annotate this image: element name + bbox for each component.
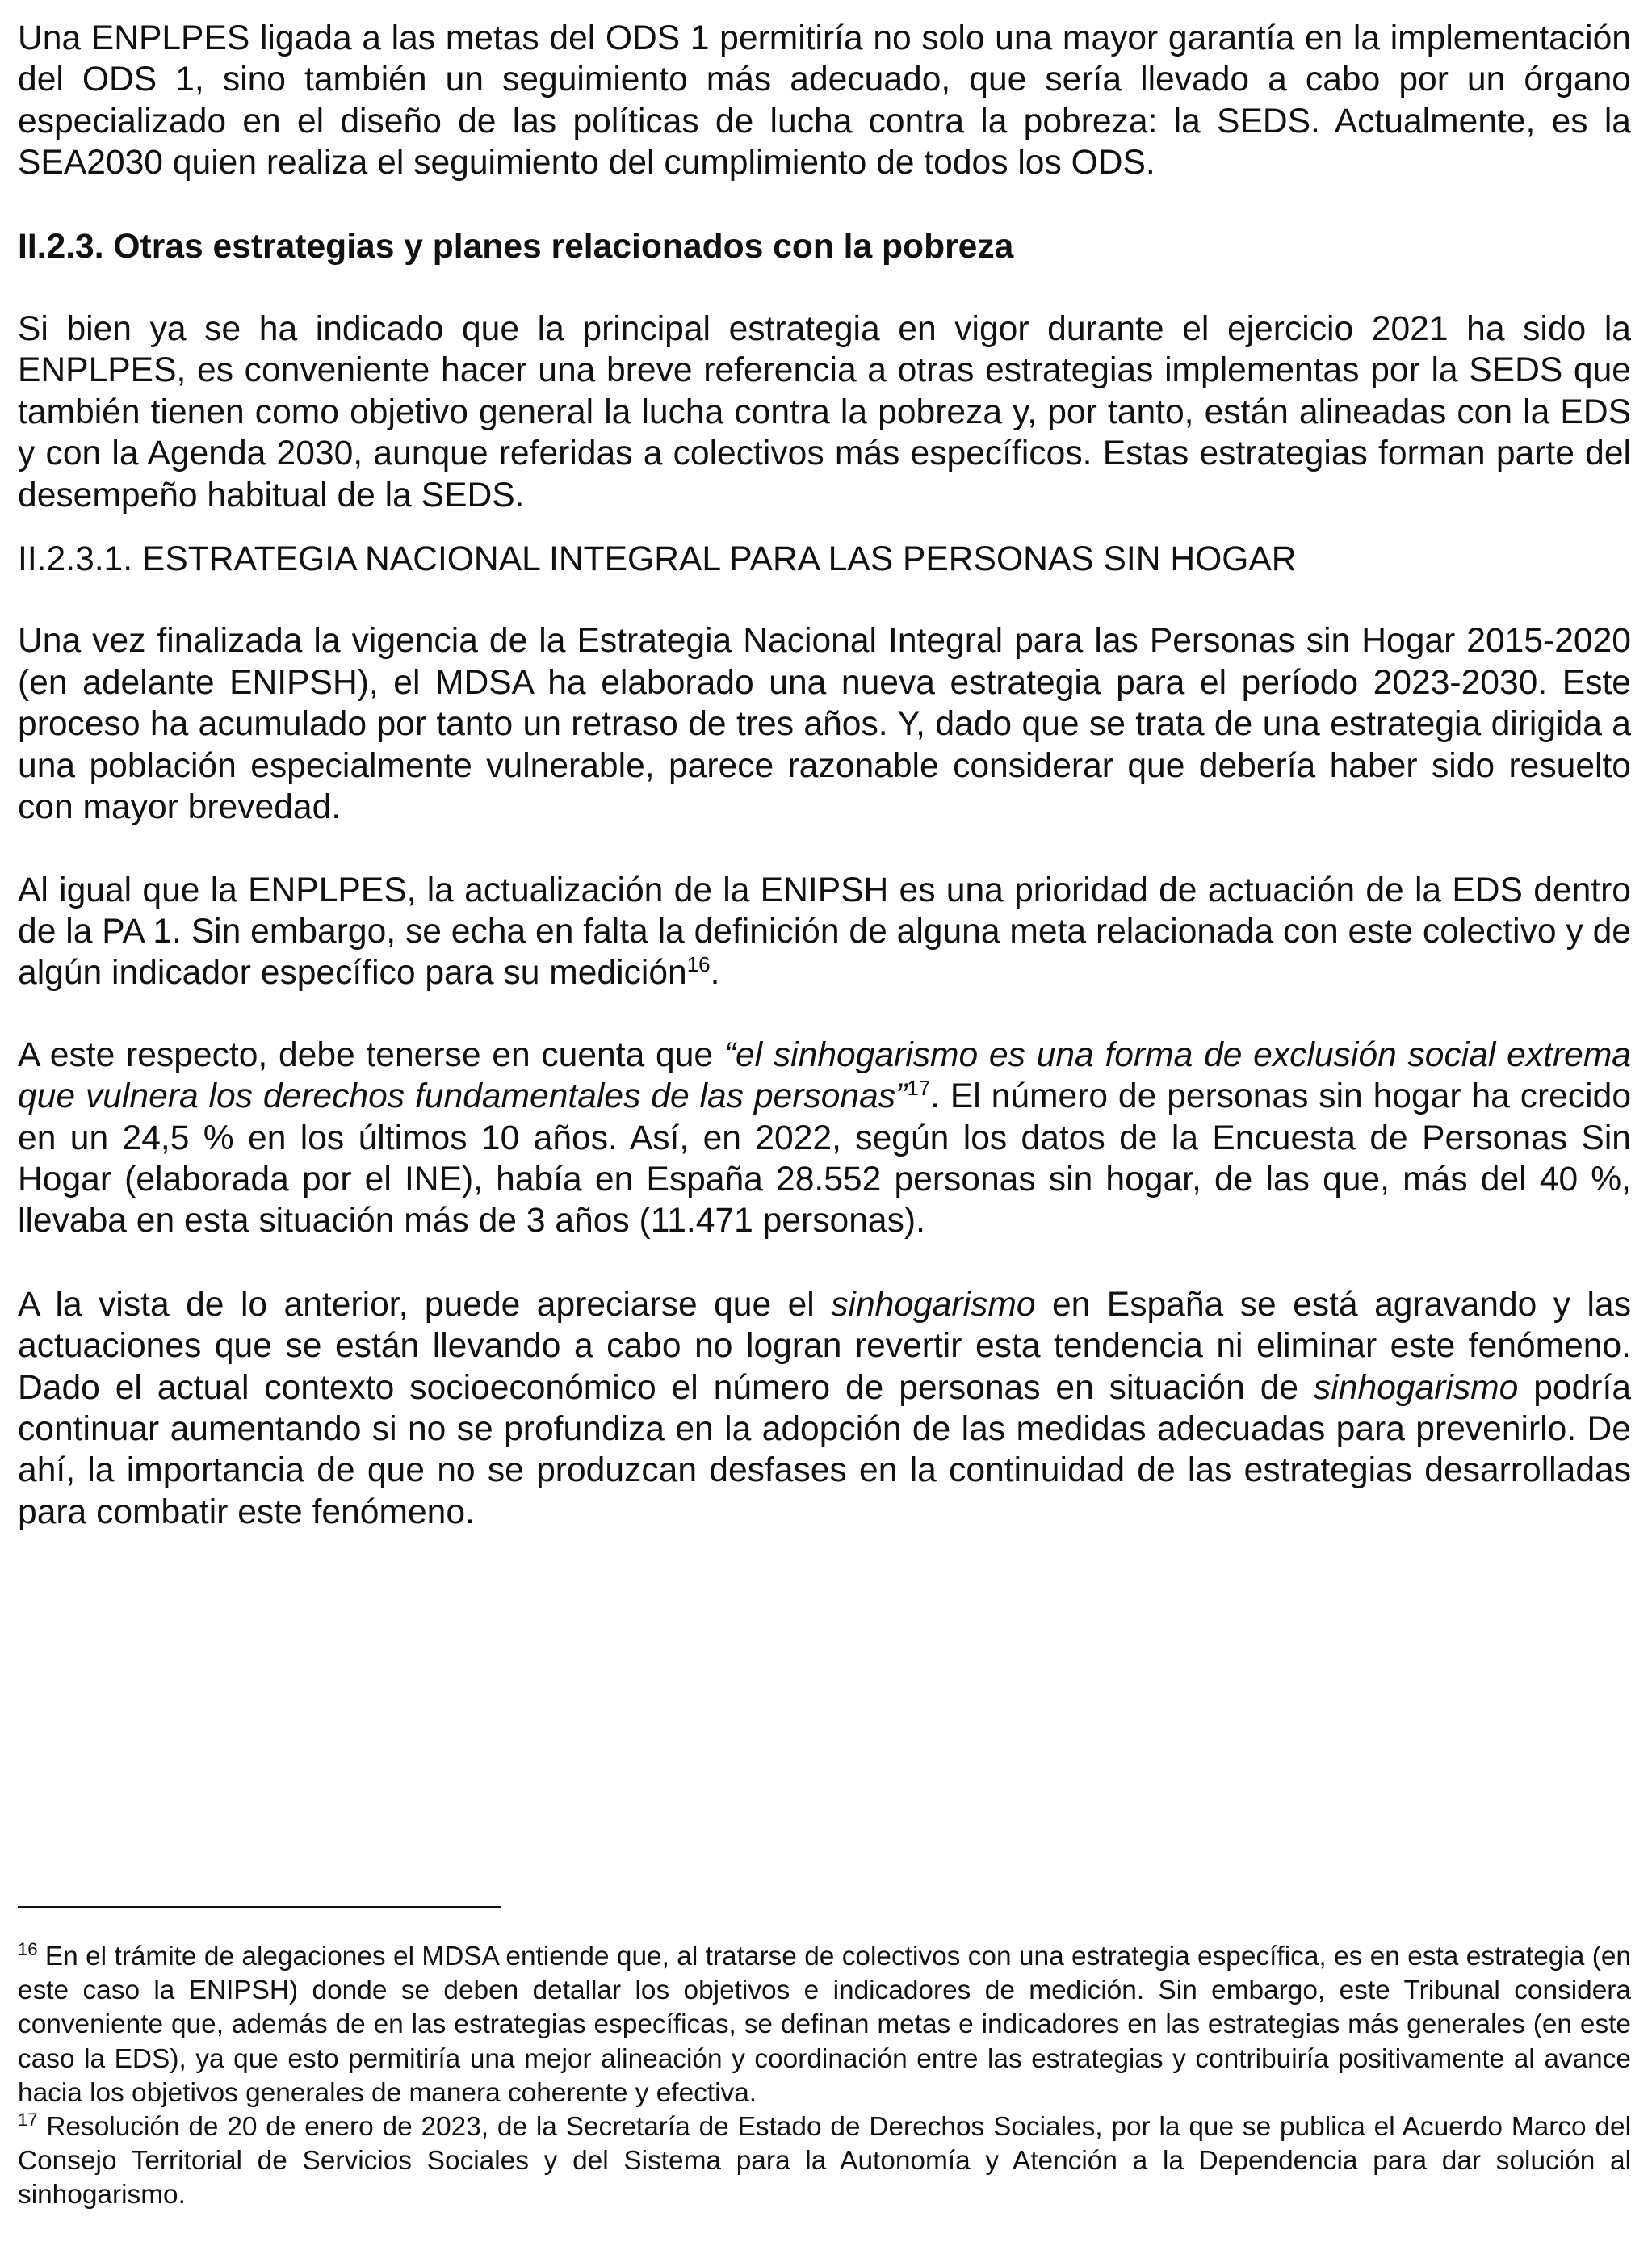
footnotes-area <box>18 1906 1631 2213</box>
paragraph-conclusion <box>18 1284 1631 1533</box>
footnote-ref-16[interactable]: 16 <box>686 952 711 977</box>
paragraph-conclusion-b: en España se está agravando y las actuaciones que se están llevando a cabo no logran revertir esta tendencia ni eliminar este fenómeno. Dado el actual contexto socioeconómico el número de personas en situación de <box>18 1284 1631 1407</box>
footnote-number: 16 <box>18 1938 38 1959</box>
paragraph-homelessness-lead: A este respecto, debe tenerse en cuenta que <box>18 1035 724 1074</box>
homelessness-quote: “el sinhogarismo es una forma de exclusión social extrema que vulnera los derechos fundamentales de las personas” <box>18 1035 1631 1116</box>
paragraph-enipsh-priority-text: Al igual que la ENPLPES, la actualización de la ENIPSH es una prioridad de actuación de la EDS dentro de la PA 1. Sin embargo, se echa en falta la definición de alguna meta relacionada con este colectivo y de algún indicador específico para su medición <box>18 870 1631 993</box>
paragraph-conclusion-c: podría continuar aumentando si no se profundiza en la adopción de las medidas adecuadas para prevenirlo. De ahí, la importancia de que no se produzcan desfases en la continuidad de las estrategias desarrolladas para combatir este fenómeno. <box>18 1367 1632 1531</box>
section-heading-2-2-3: II.2.3. Otras estrategias y planes relacionados con la pobreza <box>18 226 1014 266</box>
footnote-text: Resolución de 20 de enero de 2023, de la Secretaría de Estado de Derechos Sociales, por la que se publica el Acuerdo Marco del Consejo Territorial de Servicios Sociales y del Sistema para la Autonomía y Atención a la Dependencia para dar solución al sinhogarismo. <box>18 2112 1631 2211</box>
paragraph-conclusion-a: A la vista de lo anterior, puede apreciarse que el <box>18 1284 832 1324</box>
footnote-17 <box>18 2110 1631 2213</box>
paragraph-intro: Una ENPLPES ligada a las metas del ODS 1 permitiría no solo una mayor garantía en la implementación del ODS 1, sino también un seguimiento más adecuado, que sería llevado a cabo por un órgano especializado en el diseño de las políticas de lucha contra la pobreza: la SEDS. Actualmente, es la SEA2030 quien realiza el seguimiento del cumplimiento de todos los ODS. <box>18 19 1631 183</box>
subsection-heading-2-2-3-1: II.2.3.1. ESTRATEGIA NACIONAL INTEGRAL PARA LAS PERSONAS SIN HOGAR <box>18 540 1297 579</box>
document-page <box>18 18 1631 1533</box>
term-sinhogarismo-1: sinhogarismo <box>831 1284 1036 1324</box>
paragraph-enipsh-priority-end: . <box>710 953 720 993</box>
paragraph-homelessness-rest: . El número de personas sin hogar ha crecido en un 24,5 % en los últimos 10 años. Así, en 2022, según los datos de la Encuesta de Personas Sin Hogar (elaborada por el INE), había en España 28.552 personas sin hogar, de las que, más del 40 %, llevaba en esta situación más de 3 años (11.471 personas). <box>18 1077 1632 1241</box>
paragraph-other-strategies: Si bien ya se ha indicado que la principal estrategia en vigor durante el ejercicio 2021 ha sido la ENPLPES, es conveniente hacer una breve referencia a otras estrategias implementas por la SEDS que también tienen como objetivo general la lucha contra la pobreza y, por tanto, están alineadas con la EDS y con la Agenda 2030, aunque referidas a colectivos más específicos. Estas estrategias forman parte del desempeño habitual de la SEDS. <box>18 309 1631 514</box>
paragraph-enipsh-priority <box>18 870 1631 994</box>
paragraph-homelessness-data <box>18 1035 1631 1242</box>
footnote-separator <box>18 1906 501 1908</box>
footnote-ref-17[interactable]: 17 <box>907 1075 931 1100</box>
footnote-16 <box>18 1940 1631 2110</box>
footnote-text: En el trámite de alegaciones el MDSA entiende que, al tratarse de colectivos con una estrategia específica, es en esta estrategia (en este caso la ENIPSH) donde se deben detallar los objetivos e indicadores de medición. Sin embargo, este Tribunal considera conveniente que, además de en las estrategias específicas, se definan metas e indicadores en las estrategias más generales (en este caso la EDS), ya que esto permitiría una mejor alineación y coordinación entre las estrategias y contribuiría positivamente al avance hacia los objetivos generales de manera coherente y efectiva. <box>18 1942 1631 2108</box>
footnote-number: 17 <box>18 2109 38 2130</box>
term-sinhogarismo-2: sinhogarismo <box>1314 1367 1519 1407</box>
paragraph-enipsh-validity: Una vez finalizada la vigencia de la Estrategia Nacional Integral para las Personas sin Hogar 2015-2020 (en adelante ENIPSH), el MDSA ha elaborado una nueva estrategia para el período 2023-2030. Este proceso ha acumulado por tanto un retraso de tres años. Y, dado que se trata de una estrategia dirigida a una población especialmente vulnerable, parece razonable considerar que debería haber sido resuelto con mayor brevedad. <box>18 621 1631 827</box>
